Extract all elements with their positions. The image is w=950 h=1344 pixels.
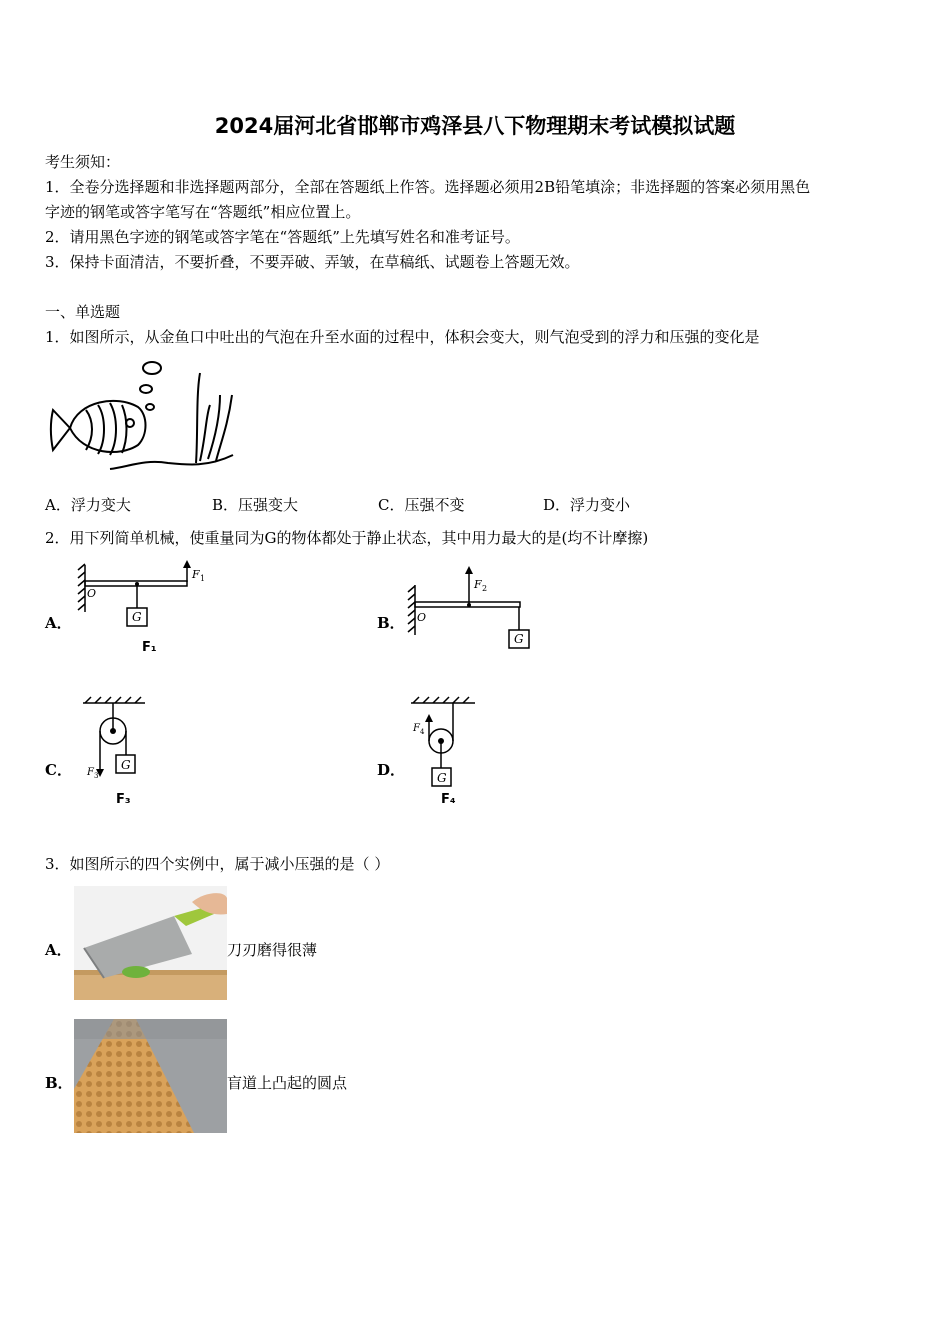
notice-item-3: 3．保持卡面清洁，不要折叠，不要弄破、弄皱，在草稿纸、试题卷上答题无效。 xyxy=(45,253,580,271)
q3-option-a-text: 刀刃磨得很薄 xyxy=(227,941,318,959)
q2-label-d: D． xyxy=(377,761,406,779)
fish-figure xyxy=(48,355,238,475)
q1-option-a: A．浮力变大 xyxy=(45,496,131,514)
notice-item-1: 1．全卷分选择题和非选择题两部分，全部在答题纸上作答。选择题必须用2B铅笔填涂；非选择题的答案必须用黑色 xyxy=(45,178,811,196)
notice-item-2: 2．请用黑色字迹的钢笔或答字笔在“答题纸”上先填写姓名和准考证号。 xyxy=(45,228,520,246)
force-label-f3: F xyxy=(87,767,94,778)
force-sub-1: 1 xyxy=(200,574,206,583)
force-label-f1: F xyxy=(192,568,200,581)
force-sub-4: 4 xyxy=(420,728,425,736)
weight-g-label-c: G xyxy=(121,758,131,772)
notice-heading: 考生须知： xyxy=(45,153,121,171)
section-heading: 一、单选题 xyxy=(45,303,121,321)
movable-pulley-diagram-d xyxy=(403,695,503,795)
q2-label-b: B． xyxy=(377,614,405,632)
q2-caption-f4: F₄ xyxy=(441,792,456,807)
force-label-f4: F xyxy=(413,723,420,734)
lever-diagram-b xyxy=(405,560,545,660)
q2-stem: 2．用下列简单机械，使重量同为G的物体都处于静止状态，其中用力最大的是(均不计摩擦) xyxy=(45,529,649,547)
pivot-o-label-b: O xyxy=(417,611,427,624)
q3-label-b: B． xyxy=(45,1074,73,1092)
weight-g-label: G xyxy=(132,610,142,624)
weight-g-label-d: G xyxy=(437,771,447,785)
q1-option-c: C．压强不变 xyxy=(378,496,465,514)
force-label-f2: F xyxy=(474,578,482,591)
fixed-pulley-diagram-c xyxy=(75,695,175,795)
weight-g-label-b: G xyxy=(514,632,524,646)
tactile-paving-photo xyxy=(74,1019,227,1133)
knife-photo xyxy=(74,886,227,1000)
pivot-o-label: O xyxy=(87,587,97,600)
q2-label-a: A． xyxy=(45,614,72,632)
force-sub-3: 3 xyxy=(94,772,99,780)
q2-caption-f1: F₁ xyxy=(142,640,157,655)
force-sub-2: 2 xyxy=(482,584,488,593)
notice-item-1-cont: 字迹的钢笔或答字笔写在“答题纸”相应位置上。 xyxy=(45,203,361,221)
q1-option-b: B．压强变大 xyxy=(212,496,299,514)
q2-caption-f3: F₃ xyxy=(116,792,131,807)
q1-option-d: D．浮力变小 xyxy=(543,496,631,514)
q3-stem: 3．如图所示的四个实例中，属于减小压强的是（ ） xyxy=(45,855,390,873)
q2-label-c: C． xyxy=(45,761,72,779)
q3-label-a: A． xyxy=(45,941,72,959)
q3-option-b-text: 盲道上凸起的圆点 xyxy=(227,1074,348,1092)
page-title: 2024届河北省邯郸市鸡泽县八下物理期末考试模拟试题 xyxy=(214,114,736,138)
q1-stem: 1．如图所示，从金鱼口中吐出的气泡在升至水面的过程中，体积会变大，则气泡受到的浮力和压强的变化是 xyxy=(45,328,760,346)
